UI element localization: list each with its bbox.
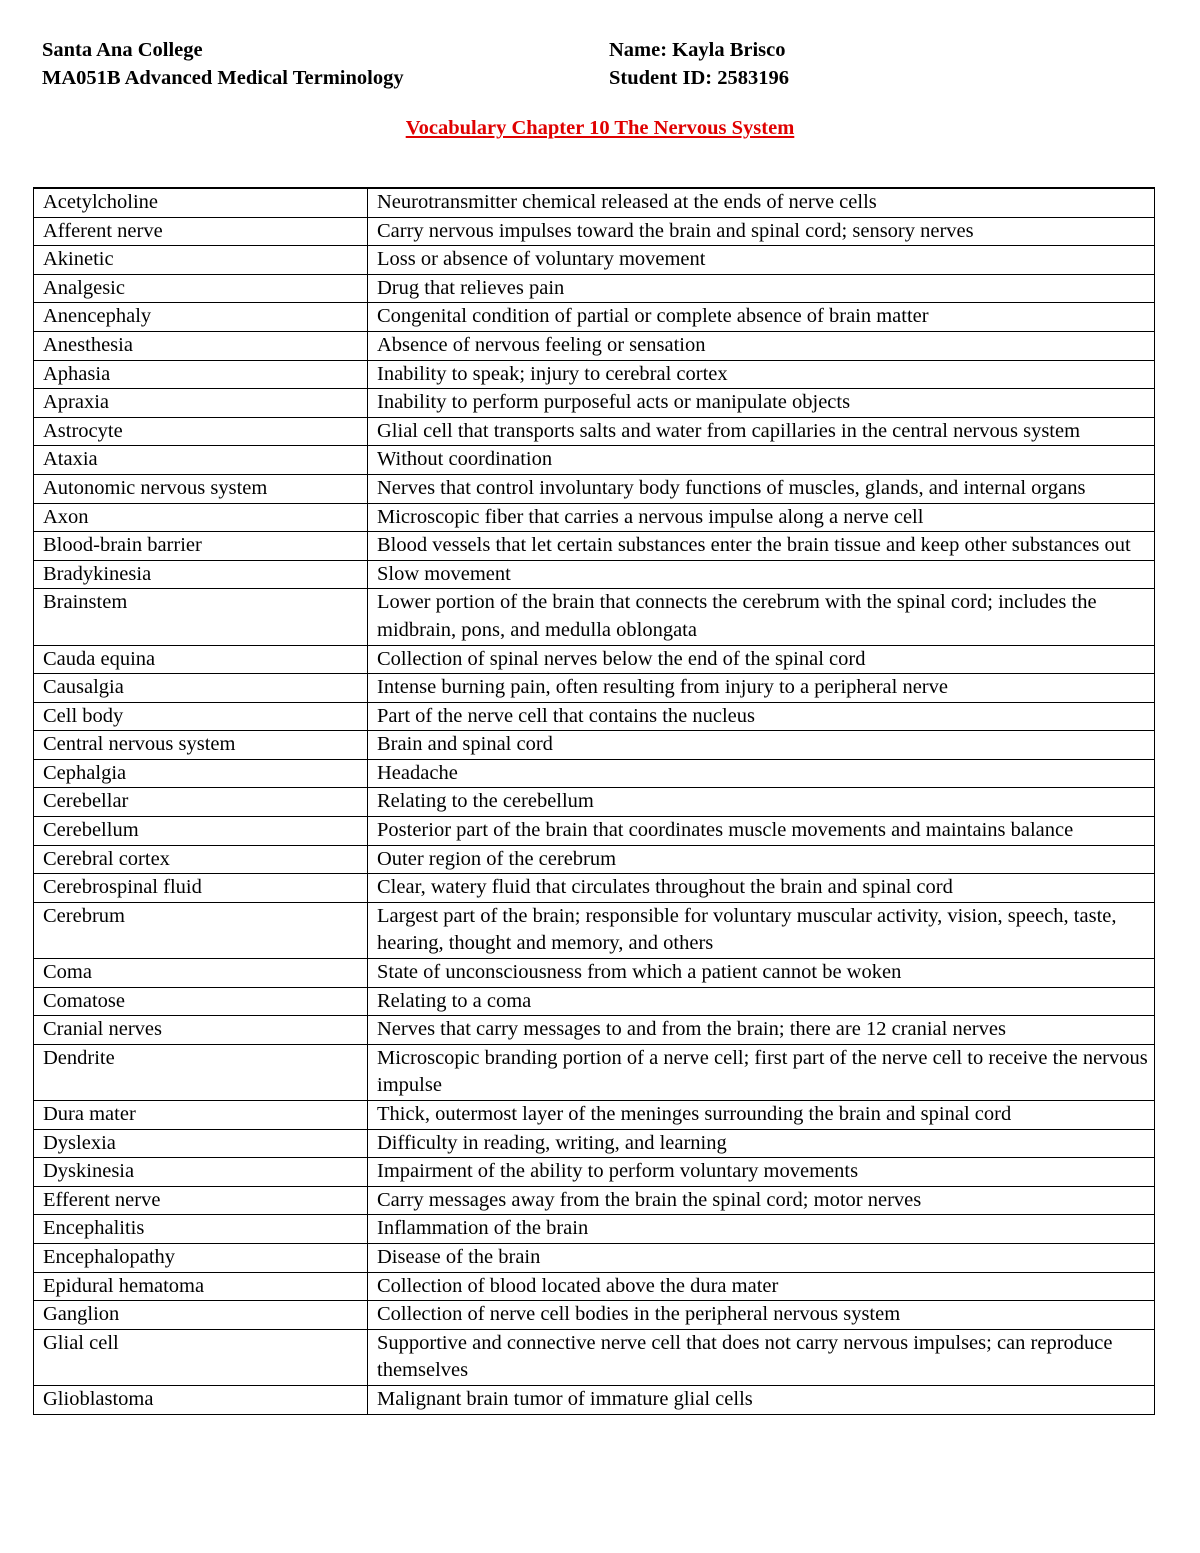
table-row	[34, 246, 1155, 275]
vocab-term: Brainstem	[34, 589, 368, 645]
vocab-definition: Relating to a coma	[368, 987, 1155, 1016]
table-row	[34, 645, 1155, 674]
vocab-term: Encephalitis	[34, 1215, 368, 1244]
vocab-term: Cerebral cortex	[34, 845, 368, 874]
vocab-definition: Relating to the cerebellum	[368, 788, 1155, 817]
vocab-term: Autonomic nervous system	[34, 474, 368, 503]
table-row	[34, 303, 1155, 332]
vocab-definition: Loss or absence of voluntary movement	[368, 246, 1155, 275]
table-row	[34, 1272, 1155, 1301]
table-row	[34, 188, 1155, 217]
table-row	[34, 1243, 1155, 1272]
table-row	[34, 1329, 1155, 1385]
vocab-definition: Collection of spinal nerves below the end of the spinal cord	[368, 645, 1155, 674]
table-row	[34, 417, 1155, 446]
vocab-term: Apraxia	[34, 389, 368, 418]
table-row	[34, 1158, 1155, 1187]
vocab-definition: Brain and spinal cord	[368, 731, 1155, 760]
vocab-definition: Without coordination	[368, 446, 1155, 475]
vocab-definition: Clear, watery fluid that circulates throughout the brain and spinal cord	[368, 874, 1155, 903]
vocab-definition: Neurotransmitter chemical released at the ends of nerve cells	[368, 188, 1155, 217]
vocabulary-table	[33, 187, 1155, 1415]
college-name: Santa Ana College	[42, 39, 203, 61]
table-row	[34, 532, 1155, 561]
vocab-term: Central nervous system	[34, 731, 368, 760]
vocab-definition: Headache	[368, 759, 1155, 788]
vocab-term: Aphasia	[34, 360, 368, 389]
vocab-term: Cerebellar	[34, 788, 368, 817]
vocab-term: Glial cell	[34, 1329, 368, 1385]
vocab-term: Causalgia	[34, 674, 368, 703]
table-row	[34, 987, 1155, 1016]
table-row	[34, 1016, 1155, 1045]
vocab-term: Efferent nerve	[34, 1186, 368, 1215]
vocab-definition: Carry messages away from the brain the spinal cord; motor nerves	[368, 1186, 1155, 1215]
vocab-definition: Impairment of the ability to perform voluntary movements	[368, 1158, 1155, 1187]
vocab-definition: Drug that relieves pain	[368, 274, 1155, 303]
vocab-term: Analgesic	[34, 274, 368, 303]
vocab-term: Encephalopathy	[34, 1243, 368, 1272]
course-info	[42, 36, 404, 92]
vocab-definition: Blood vessels that let certain substances enter the brain tissue and keep other substances out	[368, 532, 1155, 561]
vocab-term: Ataxia	[34, 446, 368, 475]
table-row	[34, 389, 1155, 418]
table-row	[34, 731, 1155, 760]
vocab-term: Anesthesia	[34, 331, 368, 360]
vocab-definition: Lower portion of the brain that connects the cerebrum with the spinal cord; includes the midbrain, pons, and medulla oblongata	[368, 589, 1155, 645]
vocab-definition: Disease of the brain	[368, 1243, 1155, 1272]
vocab-definition: Nerves that control involuntary body functions of muscles, glands, and internal organs	[368, 474, 1155, 503]
student-name: Name: Kayla Brisco	[609, 39, 786, 61]
table-row	[34, 1186, 1155, 1215]
vocab-definition: Part of the nerve cell that contains the nucleus	[368, 702, 1155, 731]
vocab-definition: Thick, outermost layer of the meninges surrounding the brain and spinal cord	[368, 1101, 1155, 1130]
vocab-term: Cerebellum	[34, 817, 368, 846]
vocab-definition: Largest part of the brain; responsible for voluntary muscular activity, vision, speech, taste, hearing, thought and memory, and others	[368, 902, 1155, 958]
vocab-definition: Malignant brain tumor of immature glial cells	[368, 1385, 1155, 1414]
vocabulary-table-body	[34, 188, 1155, 1414]
vocab-definition: Slow movement	[368, 560, 1155, 589]
vocab-term: Ganglion	[34, 1301, 368, 1330]
vocab-definition: Inflammation of the brain	[368, 1215, 1155, 1244]
student-info	[609, 36, 789, 92]
student-id: Student ID: 2583196	[609, 67, 789, 89]
vocab-term: Dyskinesia	[34, 1158, 368, 1187]
vocab-term: Epidural hematoma	[34, 1272, 368, 1301]
table-row	[34, 331, 1155, 360]
table-row	[34, 360, 1155, 389]
vocab-definition: Collection of blood located above the dura mater	[368, 1272, 1155, 1301]
vocab-definition: Microscopic branding portion of a nerve cell; first part of the nerve cell to receive the nervous impulse	[368, 1044, 1155, 1100]
table-row	[34, 217, 1155, 246]
vocab-term: Cerebrospinal fluid	[34, 874, 368, 903]
vocab-definition: Intense burning pain, often resulting from injury to a peripheral nerve	[368, 674, 1155, 703]
vocab-term: Cell body	[34, 702, 368, 731]
vocab-term: Afferent nerve	[34, 217, 368, 246]
table-row	[34, 446, 1155, 475]
vocab-definition: Carry nervous impulses toward the brain and spinal cord; sensory nerves	[368, 217, 1155, 246]
vocab-definition: State of unconsciousness from which a patient cannot be woken	[368, 959, 1155, 988]
table-row	[34, 1044, 1155, 1100]
vocab-term: Cephalgia	[34, 759, 368, 788]
vocab-term: Dendrite	[34, 1044, 368, 1100]
vocab-definition: Absence of nervous feeling or sensation	[368, 331, 1155, 360]
course-title: MA051B Advanced Medical Terminology	[42, 67, 404, 89]
vocab-term: Comatose	[34, 987, 368, 1016]
vocab-term: Astrocyte	[34, 417, 368, 446]
table-row	[34, 845, 1155, 874]
vocab-term: Cerebrum	[34, 902, 368, 958]
table-row	[34, 702, 1155, 731]
vocab-term: Blood-brain barrier	[34, 532, 368, 561]
table-row	[34, 560, 1155, 589]
table-row	[34, 474, 1155, 503]
vocab-term: Cranial nerves	[34, 1016, 368, 1045]
vocab-definition: Microscopic fiber that carries a nervous impulse along a nerve cell	[368, 503, 1155, 532]
vocab-term: Acetylcholine	[34, 188, 368, 217]
table-row	[34, 274, 1155, 303]
table-row	[34, 788, 1155, 817]
table-row	[34, 1301, 1155, 1330]
vocab-term: Akinetic	[34, 246, 368, 275]
table-row	[34, 1385, 1155, 1414]
table-row	[34, 1129, 1155, 1158]
vocab-definition: Congenital condition of partial or complete absence of brain matter	[368, 303, 1155, 332]
table-row	[34, 817, 1155, 846]
table-row	[34, 902, 1155, 958]
vocab-term: Coma	[34, 959, 368, 988]
table-row	[34, 674, 1155, 703]
vocab-definition: Nerves that carry messages to and from the brain; there are 12 cranial nerves	[368, 1016, 1155, 1045]
table-row	[34, 959, 1155, 988]
table-row	[34, 759, 1155, 788]
vocab-definition: Inability to perform purposeful acts or manipulate objects	[368, 389, 1155, 418]
vocab-definition: Posterior part of the brain that coordinates muscle movements and maintains balance	[368, 817, 1155, 846]
table-row	[34, 874, 1155, 903]
table-row	[34, 1215, 1155, 1244]
vocab-definition: Glial cell that transports salts and water from capillaries in the central nervous system	[368, 417, 1155, 446]
table-row	[34, 1101, 1155, 1130]
vocab-definition: Supportive and connective nerve cell that does not carry nervous impulses; can reproduce themselves	[368, 1329, 1155, 1385]
vocab-term: Dyslexia	[34, 1129, 368, 1158]
vocab-term: Cauda equina	[34, 645, 368, 674]
vocab-definition: Collection of nerve cell bodies in the peripheral nervous system	[368, 1301, 1155, 1330]
vocab-term: Axon	[34, 503, 368, 532]
vocab-term: Bradykinesia	[34, 560, 368, 589]
vocab-term: Glioblastoma	[34, 1385, 368, 1414]
table-row	[34, 503, 1155, 532]
vocab-term: Anencephaly	[34, 303, 368, 332]
vocab-definition: Inability to speak; injury to cerebral cortex	[368, 360, 1155, 389]
vocab-definition: Difficulty in reading, writing, and learning	[368, 1129, 1155, 1158]
table-row	[34, 589, 1155, 645]
page-title: Vocabulary Chapter 10 The Nervous System	[405, 117, 795, 139]
vocab-term: Dura mater	[34, 1101, 368, 1130]
vocab-definition: Outer region of the cerebrum	[368, 845, 1155, 874]
